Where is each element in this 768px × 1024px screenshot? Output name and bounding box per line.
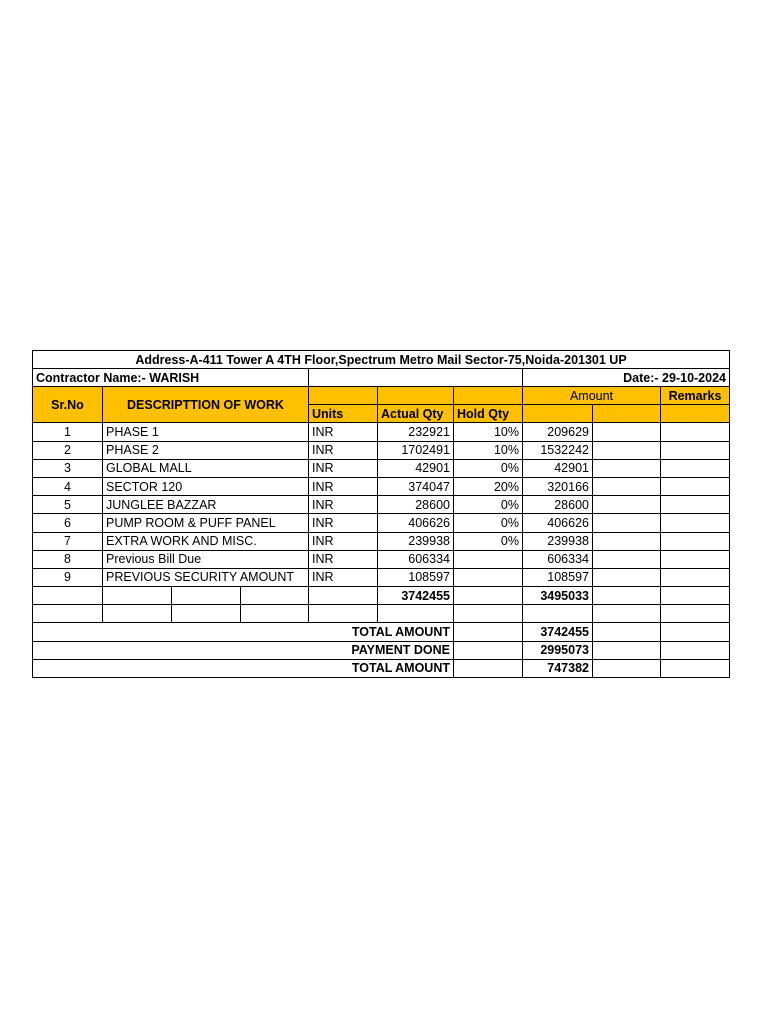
totals-row bbox=[33, 587, 730, 605]
description-cell: PREVIOUS SECURITY AMOUNT bbox=[103, 568, 309, 586]
hold-qty-cell: 20% bbox=[454, 477, 523, 495]
table-row bbox=[33, 496, 730, 514]
units-cell: INR bbox=[309, 532, 378, 550]
blank-cell bbox=[593, 496, 661, 514]
hold-qty-cell bbox=[454, 550, 523, 568]
actual-qty-cell: 239938 bbox=[378, 532, 454, 550]
units-cell: INR bbox=[309, 550, 378, 568]
remarks-cell bbox=[661, 459, 730, 477]
header-actual-qty: Actual Qty bbox=[378, 405, 454, 423]
sr-no-cell: 1 bbox=[33, 423, 103, 441]
blank-cell bbox=[593, 459, 661, 477]
blank-cell bbox=[103, 587, 172, 605]
actual-qty-cell: 606334 bbox=[378, 550, 454, 568]
blank-cell bbox=[593, 568, 661, 586]
blank-cell bbox=[593, 514, 661, 532]
units-cell: INR bbox=[309, 568, 378, 586]
summary-row bbox=[33, 641, 730, 659]
description-cell: SECTOR 120 bbox=[103, 477, 309, 495]
table-row bbox=[33, 568, 730, 586]
blank-cell bbox=[103, 605, 172, 623]
amount-cell: 28600 bbox=[523, 496, 593, 514]
blank-cell bbox=[593, 641, 661, 659]
total-actual-qty: 3742455 bbox=[378, 587, 454, 605]
sr-no-cell: 9 bbox=[33, 568, 103, 586]
sr-no-cell: 7 bbox=[33, 532, 103, 550]
date-label: Date:- 29-10-2024 bbox=[523, 369, 730, 387]
table-row bbox=[33, 550, 730, 568]
header-sr-no: Sr.No bbox=[33, 387, 103, 423]
actual-qty-cell: 374047 bbox=[378, 477, 454, 495]
remarks-cell bbox=[661, 550, 730, 568]
remarks-cell bbox=[661, 568, 730, 586]
bill-table bbox=[32, 350, 730, 678]
blank-cell bbox=[241, 605, 309, 623]
units-cell: INR bbox=[309, 514, 378, 532]
blank-cell bbox=[309, 605, 378, 623]
blank-cell bbox=[661, 659, 730, 677]
header-blank bbox=[378, 387, 454, 405]
blank-cell bbox=[593, 441, 661, 459]
header-blank bbox=[454, 387, 523, 405]
description-cell: JUNGLEE BAZZAR bbox=[103, 496, 309, 514]
actual-qty-cell: 42901 bbox=[378, 459, 454, 477]
blank-cell bbox=[454, 587, 523, 605]
header-blank bbox=[523, 405, 593, 423]
sr-no-cell: 5 bbox=[33, 496, 103, 514]
table-row bbox=[33, 441, 730, 459]
remarks-cell bbox=[661, 477, 730, 495]
sr-no-cell: 4 bbox=[33, 477, 103, 495]
amount-cell: 1532242 bbox=[523, 441, 593, 459]
blank-cell bbox=[309, 369, 523, 387]
remarks-cell bbox=[661, 514, 730, 532]
blank-cell bbox=[661, 623, 730, 641]
hold-qty-cell: 0% bbox=[454, 532, 523, 550]
units-cell: INR bbox=[309, 441, 378, 459]
actual-qty-cell: 1702491 bbox=[378, 441, 454, 459]
table-row bbox=[33, 477, 730, 495]
blank-cell bbox=[454, 659, 523, 677]
amount-cell: 209629 bbox=[523, 423, 593, 441]
header-blank bbox=[661, 405, 730, 423]
table-row bbox=[33, 459, 730, 477]
amount-cell: 239938 bbox=[523, 532, 593, 550]
actual-qty-cell: 28600 bbox=[378, 496, 454, 514]
description-cell: GLOBAL MALL bbox=[103, 459, 309, 477]
summary-value: 3742455 bbox=[523, 623, 593, 641]
remarks-cell bbox=[661, 423, 730, 441]
blank-cell bbox=[454, 641, 523, 659]
total-amount-cell: 3495033 bbox=[523, 587, 593, 605]
sr-no-cell: 3 bbox=[33, 459, 103, 477]
sr-no-cell: 6 bbox=[33, 514, 103, 532]
remarks-cell bbox=[661, 532, 730, 550]
actual-qty-cell: 108597 bbox=[378, 568, 454, 586]
blank-cell bbox=[593, 477, 661, 495]
summary-value: 747382 bbox=[523, 659, 593, 677]
blank-cell bbox=[523, 605, 593, 623]
contractor-name: Contractor Name:- WARISH bbox=[33, 369, 309, 387]
table-row bbox=[33, 532, 730, 550]
sr-no-cell: 8 bbox=[33, 550, 103, 568]
blank-cell bbox=[593, 423, 661, 441]
hold-qty-cell bbox=[454, 568, 523, 586]
hold-qty-cell: 10% bbox=[454, 441, 523, 459]
actual-qty-cell: 232921 bbox=[378, 423, 454, 441]
blank-cell bbox=[593, 587, 661, 605]
summary-row bbox=[33, 659, 730, 677]
blank-cell bbox=[593, 532, 661, 550]
blank-cell bbox=[661, 605, 730, 623]
table-row bbox=[33, 514, 730, 532]
blank-cell bbox=[241, 587, 309, 605]
line-items bbox=[33, 423, 730, 587]
blank-cell bbox=[593, 659, 661, 677]
remarks-cell bbox=[661, 441, 730, 459]
blank-cell bbox=[454, 623, 523, 641]
amount-cell: 320166 bbox=[523, 477, 593, 495]
blank-cell bbox=[309, 587, 378, 605]
header-blank bbox=[593, 405, 661, 423]
table-row bbox=[33, 423, 730, 441]
blank-cell bbox=[593, 550, 661, 568]
hold-qty-cell: 0% bbox=[454, 514, 523, 532]
amount-cell: 108597 bbox=[523, 568, 593, 586]
header-amount: Amount bbox=[523, 387, 661, 405]
description-cell: PHASE 1 bbox=[103, 423, 309, 441]
description-cell: EXTRA WORK AND MISC. bbox=[103, 532, 309, 550]
hold-qty-cell: 0% bbox=[454, 496, 523, 514]
description-cell: PUMP ROOM & PUFF PANEL bbox=[103, 514, 309, 532]
units-cell: INR bbox=[309, 477, 378, 495]
blank-cell bbox=[378, 605, 454, 623]
blank-cell bbox=[33, 587, 103, 605]
units-cell: INR bbox=[309, 423, 378, 441]
description-cell: PHASE 2 bbox=[103, 441, 309, 459]
sr-no-cell: 2 bbox=[33, 441, 103, 459]
blank-cell bbox=[661, 587, 730, 605]
hold-qty-cell: 10% bbox=[454, 423, 523, 441]
header-hold-qty: Hold Qty bbox=[454, 405, 523, 423]
units-cell: INR bbox=[309, 496, 378, 514]
blank-cell bbox=[593, 623, 661, 641]
blank-cell bbox=[454, 605, 523, 623]
hold-qty-cell: 0% bbox=[454, 459, 523, 477]
remarks-cell bbox=[661, 496, 730, 514]
header-remarks: Remarks bbox=[661, 387, 730, 405]
blank-cell bbox=[172, 605, 241, 623]
header-units: Units bbox=[309, 405, 378, 423]
amount-cell: 606334 bbox=[523, 550, 593, 568]
amount-cell: 406626 bbox=[523, 514, 593, 532]
amount-cell: 42901 bbox=[523, 459, 593, 477]
blank-cell bbox=[661, 641, 730, 659]
summary-value: 2995073 bbox=[523, 641, 593, 659]
blank-cell bbox=[172, 587, 241, 605]
summary-label: PAYMENT DONE bbox=[33, 641, 454, 659]
summary-label: TOTAL AMOUNT bbox=[33, 623, 454, 641]
empty-row bbox=[33, 605, 730, 623]
units-cell: INR bbox=[309, 459, 378, 477]
blank-cell bbox=[593, 605, 661, 623]
summary-label: TOTAL AMOUNT bbox=[33, 659, 454, 677]
header-description: DESCRIPTTION OF WORK bbox=[103, 387, 309, 423]
address-header: Address-A-411 Tower A 4TH Floor,Spectrum Metro Mail Sector-75,Noida-201301 UP bbox=[33, 351, 730, 369]
summary-row bbox=[33, 623, 730, 641]
description-cell: Previous Bill Due bbox=[103, 550, 309, 568]
actual-qty-cell: 406626 bbox=[378, 514, 454, 532]
blank-cell bbox=[33, 605, 103, 623]
header-blank bbox=[309, 387, 378, 405]
